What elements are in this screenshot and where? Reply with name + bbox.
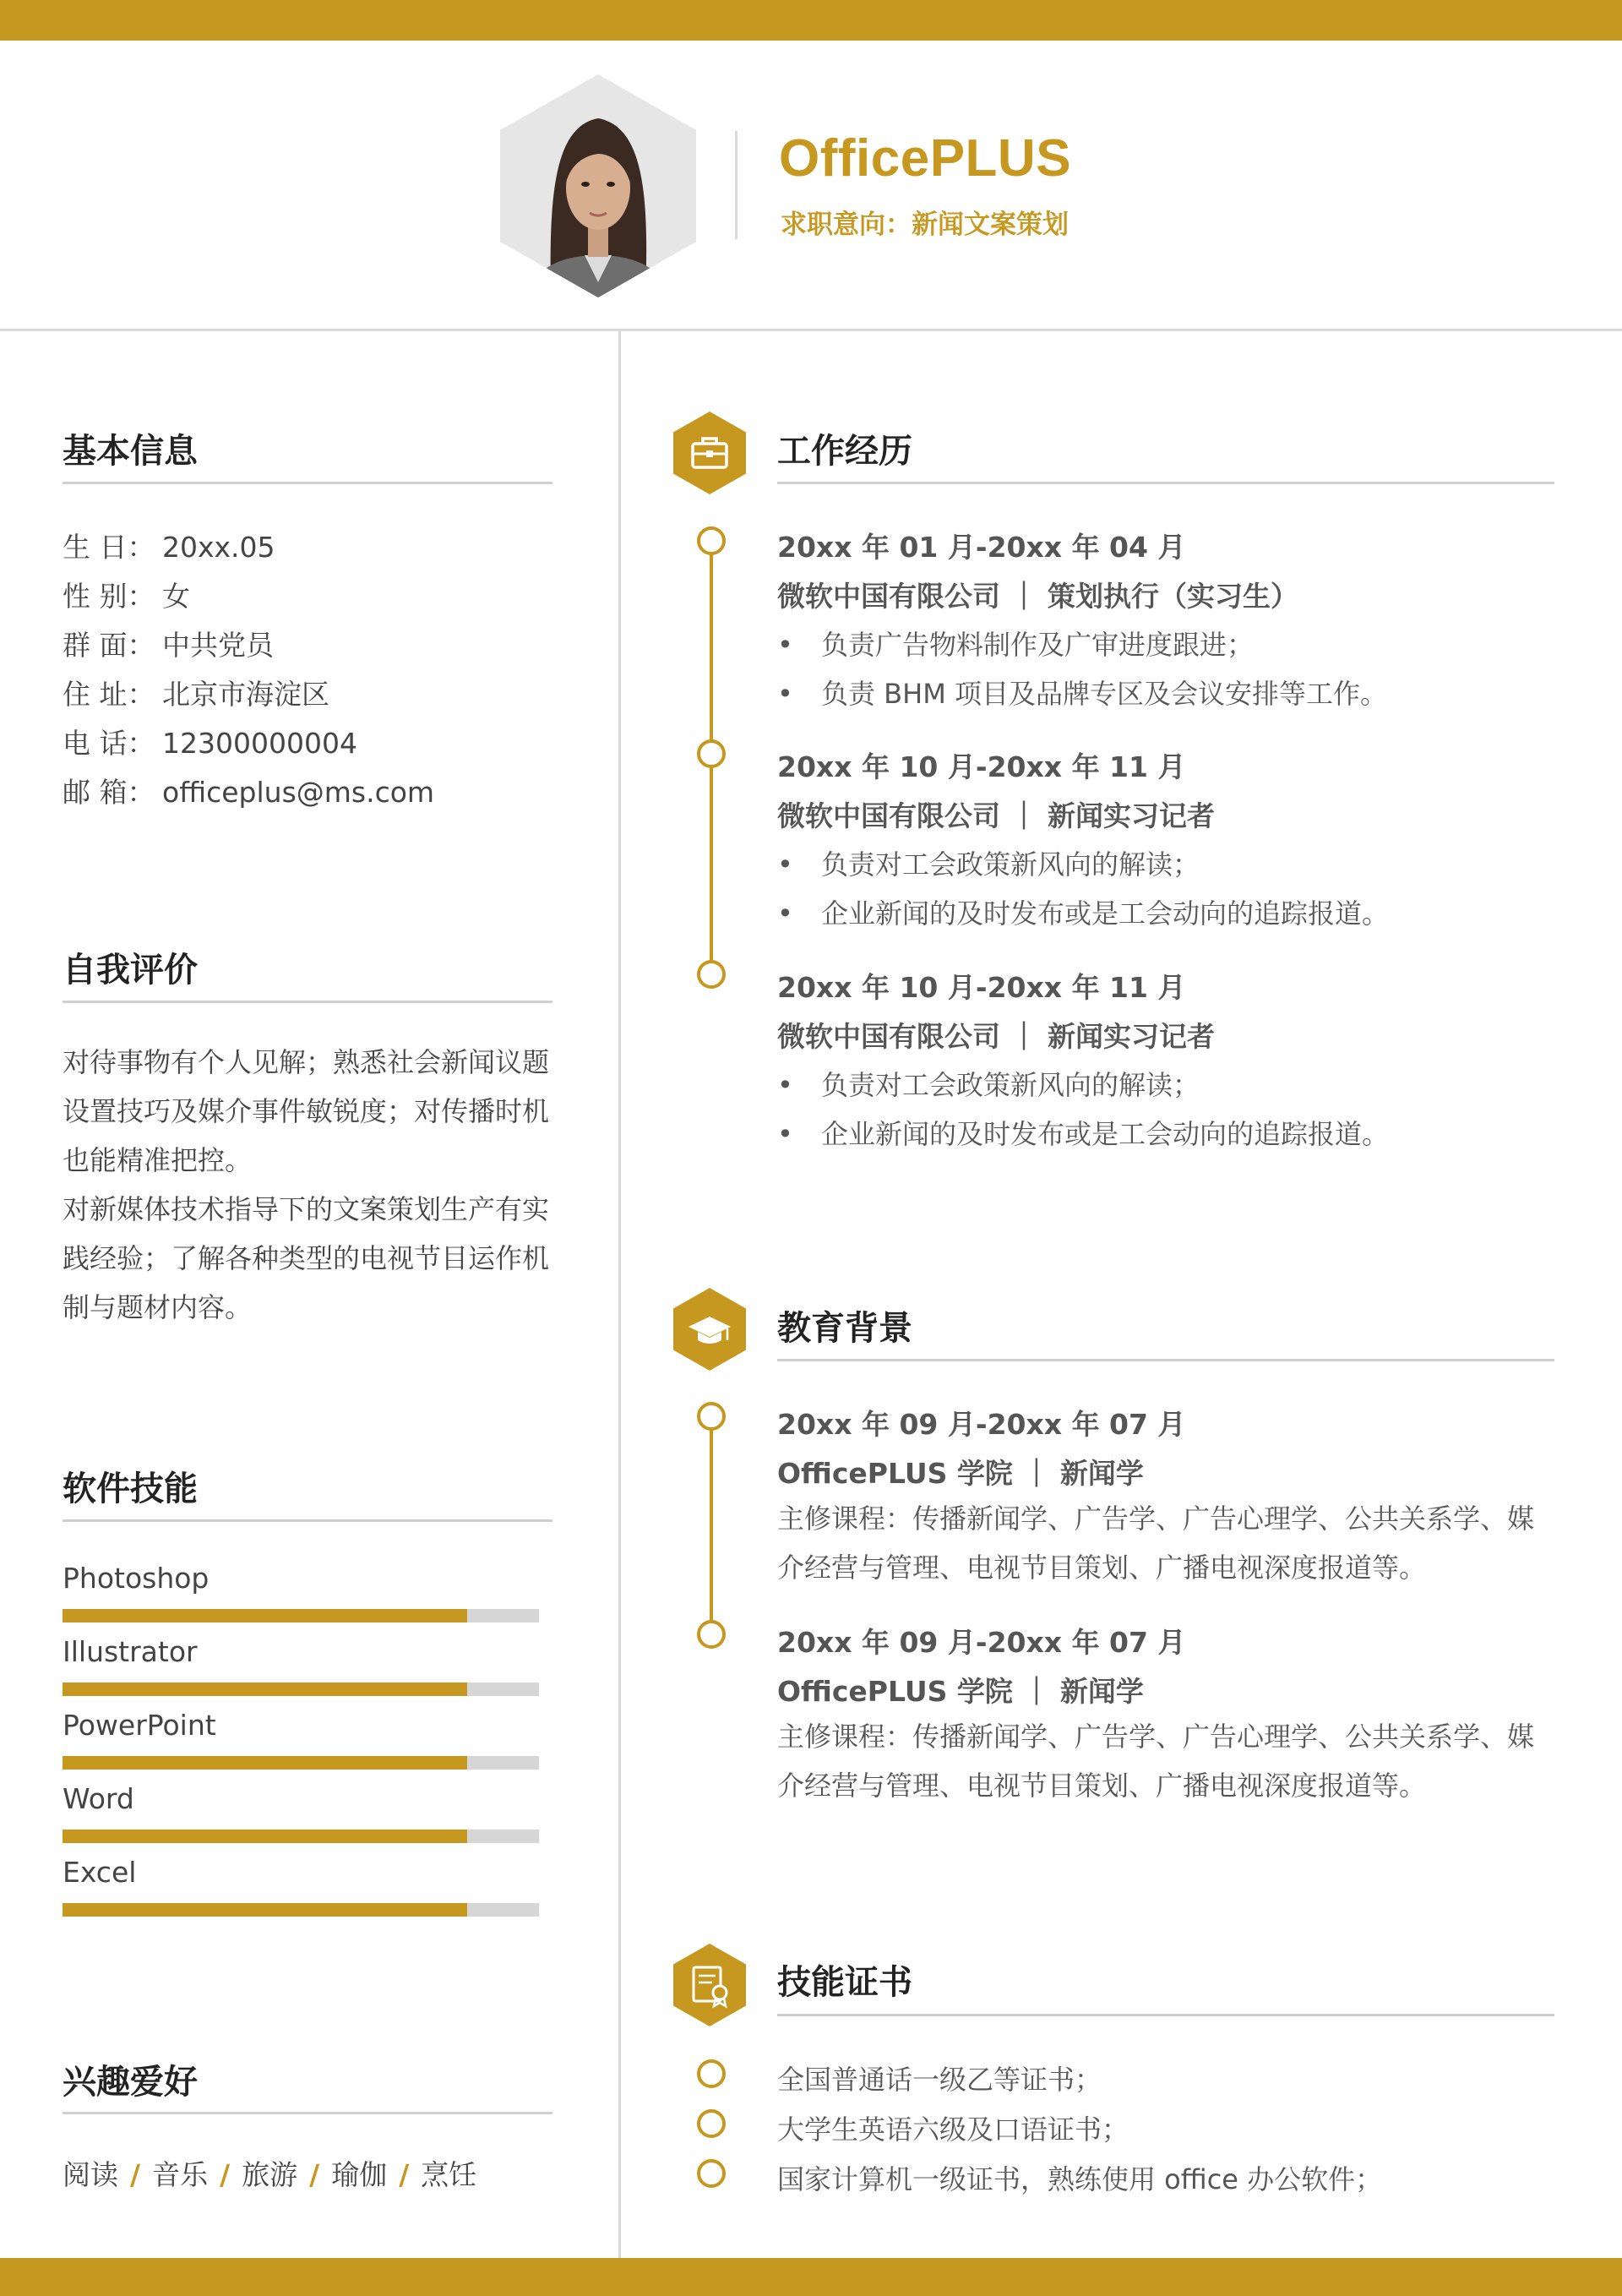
column-separator	[618, 331, 621, 2258]
education-timeline-line	[710, 1426, 713, 1629]
education-underline	[777, 1359, 1554, 1361]
graduation-cap-icon	[673, 1288, 746, 1371]
info-label: 电 话：	[63, 727, 155, 760]
info-value: 12300000004	[162, 727, 357, 760]
education-title: 教育背景	[777, 1309, 912, 1348]
certificate-dot	[697, 2109, 726, 2138]
skill-label-excel: Excel	[63, 1856, 137, 1889]
skill-bar-excel	[63, 1903, 539, 1917]
self-eval-title: 自我评价	[63, 951, 198, 990]
skill-label-word: Word	[63, 1782, 134, 1815]
briefcase-icon	[673, 412, 746, 494]
education-org: OfficePLUS 学院 ｜ 新闻学	[777, 1675, 1144, 1708]
work-bullet: • 企业新闻的及时发布或是工会动向的追踪报道。	[777, 1113, 1389, 1152]
work-org: 微软中国有限公司 ｜ 策划执行（实习生）	[777, 580, 1298, 613]
self-eval-paragraph-2: 对新媒体技术指导下的文案策划生产有实践经验；了解各种类型的电视节目运作机制与题材内容。	[63, 1193, 550, 1323]
info-row-phone	[63, 722, 357, 761]
work-bullet: • 负责 BHM 项目及品牌专区及会议安排等工作。	[777, 673, 1387, 712]
skill-label-illustrator: Illustrator	[63, 1635, 198, 1668]
skill-bar-fill	[63, 1756, 467, 1770]
candidate-name: OfficePLUS	[779, 129, 1072, 188]
education-courses: 主修课程：传播新闻学、广告学、广告心理学、公共关系学、媒介经营与管理、电视节目策划、广播电视深度报道等。	[777, 1721, 1535, 1802]
work-bullet: • 企业新闻的及时发布或是工会动向的追踪报道。	[777, 892, 1389, 931]
self-eval-paragraph-1: 对待事物有个人见解；熟悉社会新闻议题设置技巧及媒介事件敏锐度；对传播时机也能精准把控。	[63, 1046, 550, 1176]
info-value: officeplus@ms.com	[162, 776, 435, 809]
certificate-icon	[673, 1944, 746, 2026]
info-row-political-status	[63, 624, 274, 663]
info-value: 北京市海淀区	[162, 678, 329, 711]
timeline-dot	[697, 1402, 726, 1431]
self-eval-underline	[63, 1001, 552, 1003]
education-date: 20xx 年 09 月-20xx 年 07 月	[777, 1408, 1186, 1441]
timeline-dot	[697, 960, 726, 989]
hobbies-title: 兴趣爱好	[63, 2063, 198, 2102]
skill-bar-powerpoint	[63, 1756, 539, 1770]
info-label: 性 别：	[63, 580, 155, 613]
timeline-dot	[697, 526, 726, 555]
education-courses: 主修课程：传播新闻学、广告学、广告心理学、公共关系学、媒介经营与管理、电视节目策划、广播电视深度报道等。	[777, 1502, 1535, 1584]
timeline-dot	[697, 739, 726, 768]
skill-bar-photoshop	[63, 1609, 539, 1622]
hobby-item: 阅读	[63, 2158, 118, 2191]
bottom-accent-bar	[0, 2258, 1622, 2296]
job-intent: 求职意向：新闻文案策划	[781, 210, 1069, 240]
header-divider	[735, 131, 738, 239]
info-label: 群 面：	[63, 629, 155, 662]
skill-bar-illustrator	[63, 1682, 539, 1696]
hobby-item: 烹饪	[421, 2158, 477, 2191]
education-org: OfficePLUS 学院 ｜ 新闻学	[777, 1457, 1144, 1490]
skills-underline	[63, 1519, 552, 1522]
basic-info-title: 基本信息	[63, 432, 198, 471]
info-value: 20xx.05	[162, 531, 275, 564]
info-value: 中共党员	[162, 629, 274, 662]
info-label: 住 址：	[63, 678, 155, 711]
work-org: 微软中国有限公司 ｜ 新闻实习记者	[777, 799, 1215, 832]
info-row-address	[63, 673, 329, 712]
work-date: 20xx 年 01 月-20xx 年 04 月	[777, 531, 1186, 564]
skill-bar-word	[63, 1830, 539, 1843]
skill-bar-fill	[63, 1830, 467, 1843]
hobby-separator: /	[130, 2158, 141, 2191]
header-separator	[0, 329, 1622, 331]
basic-info-underline	[63, 482, 552, 484]
skill-label-powerpoint: PowerPoint	[63, 1709, 216, 1742]
certificates-underline	[777, 2014, 1554, 2016]
top-accent-bar	[0, 0, 1622, 41]
hobbies-underline	[63, 2112, 552, 2114]
work-org: 微软中国有限公司 ｜ 新闻实习记者	[777, 1020, 1215, 1053]
info-row-birthday	[63, 526, 275, 565]
work-bullet: • 负责对工会政策新风向的解读；	[777, 1064, 1200, 1103]
hobby-item: 音乐	[152, 2158, 209, 2191]
hobby-separator: /	[309, 2158, 320, 2191]
info-row-email	[63, 771, 434, 810]
profile-photo	[500, 74, 696, 297]
certificate-dot	[697, 2059, 726, 2088]
certificate-item: 大学生英语六级及口语证书；	[777, 2113, 1129, 2146]
work-title: 工作经历	[777, 432, 912, 471]
info-row-gender	[63, 575, 190, 614]
skills-title: 软件技能	[63, 1470, 198, 1508]
certificate-item: 全国普通话一级乙等证书；	[777, 2064, 1102, 2096]
hobby-item: 瑜伽	[331, 2158, 388, 2191]
certificate-item: 国家计算机一级证书，熟练使用 office 办公软件；	[777, 2163, 1383, 2195]
info-value: 女	[162, 580, 190, 613]
certificate-dot	[697, 2159, 726, 2188]
work-bullet: • 负责对工会政策新风向的解读；	[777, 843, 1200, 882]
skill-bar-fill	[63, 1682, 467, 1696]
skill-label-photoshop: Photoshop	[63, 1562, 210, 1595]
skill-bar-fill	[63, 1609, 467, 1622]
info-label: 生 日：	[63, 531, 155, 564]
info-label: 邮 箱：	[63, 776, 155, 809]
hobby-separator: /	[220, 2158, 231, 2191]
hobby-item: 旅游	[242, 2158, 298, 2191]
skill-bar-fill	[63, 1903, 467, 1917]
work-date: 20xx 年 10 月-20xx 年 11 月	[777, 750, 1186, 783]
hobbies-list	[63, 2153, 476, 2193]
hobby-separator: /	[399, 2158, 410, 2191]
work-underline	[777, 482, 1554, 484]
work-bullet: • 负责广告物料制作及广审进度跟进；	[777, 624, 1254, 663]
timeline-dot	[697, 1620, 726, 1649]
education-date: 20xx 年 09 月-20xx 年 07 月	[777, 1626, 1186, 1659]
work-date: 20xx 年 10 月-20xx 年 11 月	[777, 971, 1186, 1004]
certificates-title: 技能证书	[777, 1963, 912, 2002]
